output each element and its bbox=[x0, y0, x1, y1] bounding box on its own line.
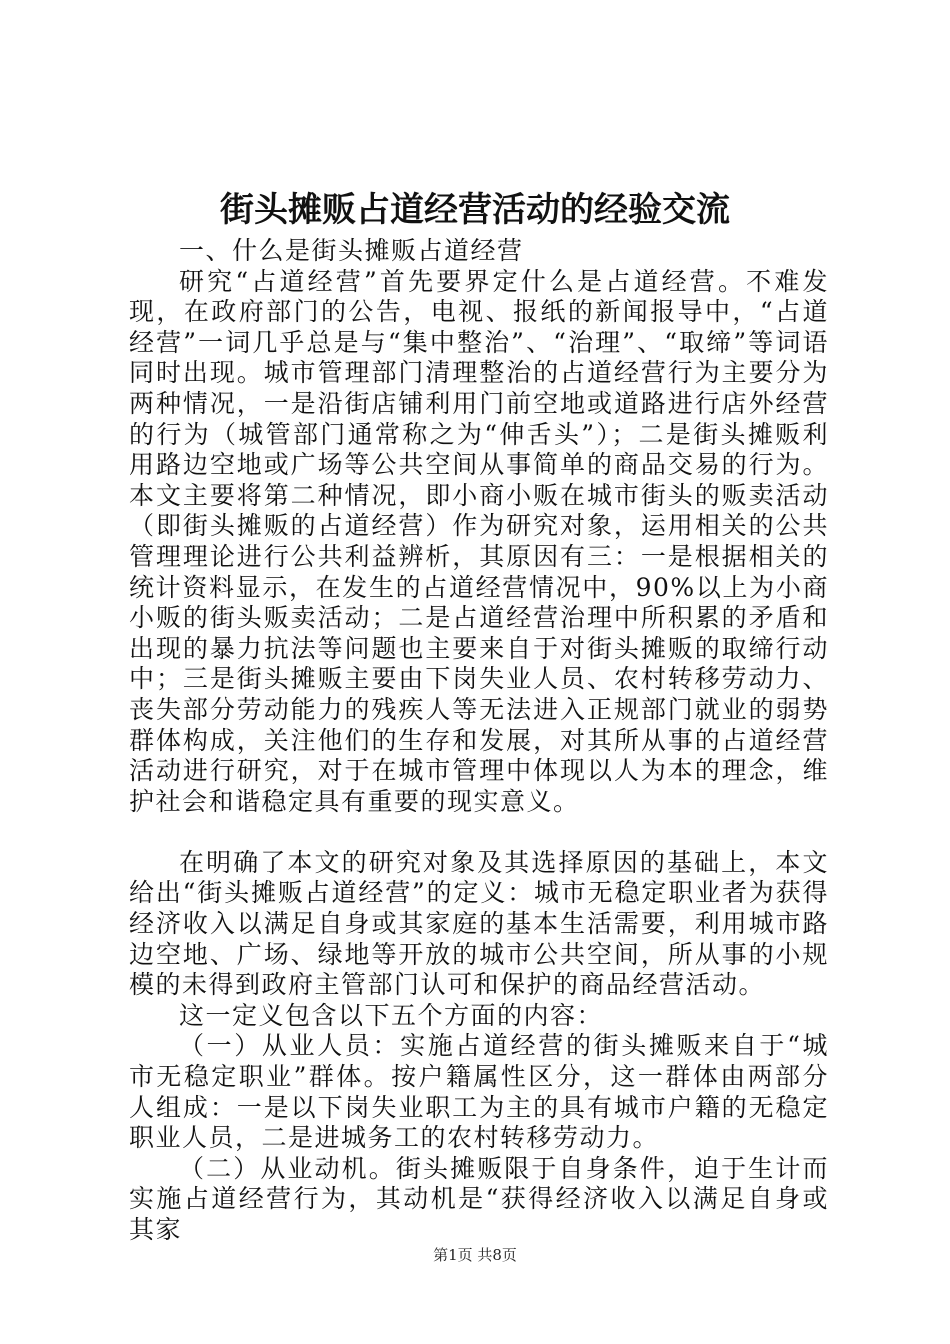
document-title: 街头摊贩占道经营活动的经验交流 bbox=[220, 190, 730, 230]
body-paragraph: 在明确了本文的研究对象及其选择原因的基础上，本文给出“街头摊贩占道经营”的定义：城市无稳定职业者为获得经济收入以满足自身或其家庭的基本生活需要，利用城市路边空地、广场、绿地等开放的城市公共空间，所从事的小规模的未得到政府主管部门认可和保护的商品经营活动。 bbox=[129, 847, 829, 1000]
body-paragraph: （二）从业动机。街头摊贩限于自身条件，迫于生计而实施占道经营行为，其动机是“获得经济收入以满足自身或其家 bbox=[129, 1153, 829, 1244]
body-paragraph: 研究“占道经营”首先要界定什么是占道经营。不难发现，在政府部门的公告，电视、报纸的新闻报导中，“占道经营”一词几乎总是与“集中整治”、“治理”、“取缔”等词语同时出现。城市管理部门清理整治的占道经营行为主要分为两种情况，一是沿街店铺利用门前空地或道路进行店外经营的行为（城管部门通常称之为“伸舌头”）；二是街头摊贩利用路边空地或广场等公共空间从事简单的商品交易的行为。本文主要将第二种情况，即小商小贩在城市街头的贩卖活动（即街头摊贩的占道经营）作为研究对象，运用相关的公共管理理论进行公共利益辨析，其原因有三：一是根据相关的统计资料显示，在发生的占道经营情况中，90%以上为小商小贩的街头贩卖活动；二是占道经营治理中所积累的矛盾和出现的暴力抗法等问题也主要来自于对街头摊贩的取缔行动中；三是街头摊贩主要由下岗失业人员、农村转移劳动力、丧失部分劳动能力的残疾人等无法进入正规部门就业的弱势群体构成，关注他们的生存和发展，对其所从事的占道经营活动进行研究，对于在城市管理中体现以人为本的理念，维护社会和谐稳定具有重要的现实意义。 bbox=[129, 266, 829, 816]
section-heading: 一、什么是街头摊贩占道经营 bbox=[179, 236, 524, 265]
body-paragraph: （一）从业人员：实施占道经营的街头摊贩来自于“城市无稳定职业”群体。按户籍属性区分，这一群体由两部分人组成：一是以下岗失业职工为主的具有城市户籍的无稳定职业人员，二是进城务工的农村转移劳动力。 bbox=[129, 1031, 829, 1153]
document-body bbox=[129, 236, 829, 1246]
body-paragraph: 这一定义包含以下五个方面的内容： bbox=[179, 1000, 604, 1030]
page-number-footer: 第1页 共8页 bbox=[433, 1246, 517, 1264]
